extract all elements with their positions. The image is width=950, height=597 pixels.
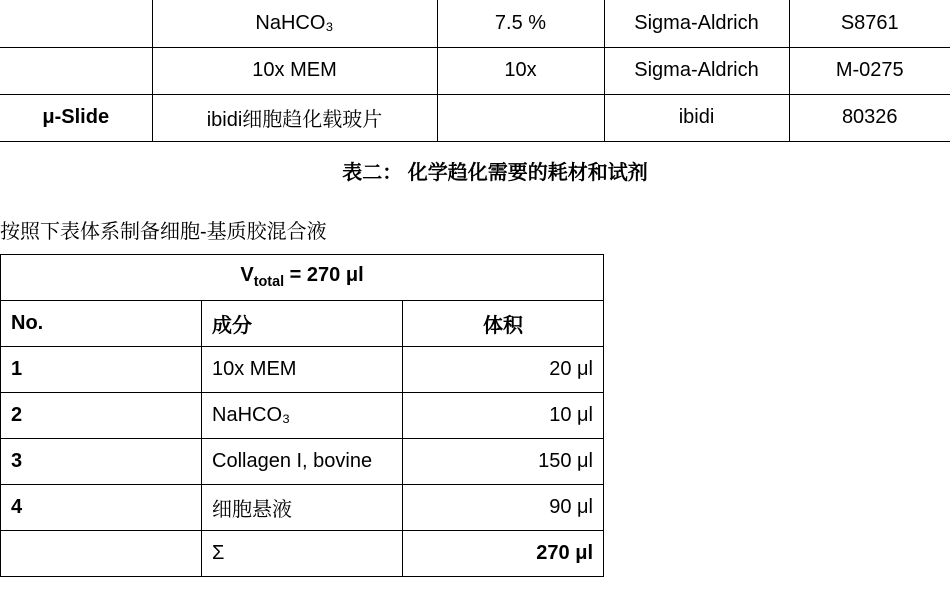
volume-table-title: [1, 254, 604, 300]
materials-cell-category: [0, 0, 152, 47]
materials-cell-concentration: [437, 94, 604, 141]
table-row: [0, 94, 950, 141]
materials-table: [0, 0, 950, 142]
materials-cell-catalog: 80326: [789, 94, 950, 141]
cell-volume: 10 μl: [403, 392, 604, 438]
cell-name: 细胞悬液: [202, 484, 403, 530]
cell-no: [1, 530, 202, 576]
materials-cell-name: 10x MEM: [152, 47, 437, 94]
table-caption: 表二： 化学趋化需要的耗材和试剂: [342, 161, 648, 184]
cell-volume: 90 μl: [403, 484, 604, 530]
cell-no: 3: [1, 438, 202, 484]
body-paragraph: 按照下表体系制备细胞-基质胶混合液: [0, 220, 327, 243]
materials-cell-category: μ-Slide: [0, 94, 152, 141]
volume-table-header-row: [1, 300, 604, 346]
materials-cell-vendor: ibidi: [604, 94, 789, 141]
table-row: [1, 484, 604, 530]
materials-cell-catalog: M-0275: [789, 47, 950, 94]
table-row: [1, 392, 604, 438]
materials-cell-concentration: 7.5 %: [437, 0, 604, 47]
materials-cell-name: ibidi细胞趋化载玻片: [152, 94, 437, 141]
materials-cell-vendor: Sigma-Aldrich: [604, 47, 789, 94]
header-no: No.: [1, 300, 202, 346]
table-row-sum: [1, 530, 604, 576]
materials-cell-vendor: Sigma-Aldrich: [604, 0, 789, 47]
materials-cell-name: NaHCO₃: [152, 0, 437, 47]
table-row: [0, 0, 950, 47]
materials-cell-category: [0, 47, 152, 94]
table-row: [1, 438, 604, 484]
volume-table-title-row: [1, 254, 604, 300]
cell-name: NaHCO₃: [202, 392, 403, 438]
vtotal-label-sub: total: [253, 274, 285, 290]
cell-name: 10x MEM: [202, 346, 403, 392]
cell-no: 4: [1, 484, 202, 530]
cell-sum-volume: 270 μl: [403, 530, 604, 576]
vtotal-label-suffix: = 270 μl: [284, 264, 364, 286]
table-row: [1, 346, 604, 392]
cell-name: Collagen I, bovine: [202, 438, 403, 484]
materials-cell-concentration: 10x: [437, 47, 604, 94]
table-row: [0, 47, 950, 94]
cell-volume: 150 μl: [403, 438, 604, 484]
materials-cell-catalog: S8761: [789, 0, 950, 47]
header-name: 成分: [202, 300, 403, 346]
vtotal-label-prefix: V: [240, 264, 254, 286]
cell-volume: 20 μl: [403, 346, 604, 392]
volume-table: [0, 254, 604, 577]
cell-no: 2: [1, 392, 202, 438]
header-volume: 体积: [403, 300, 604, 346]
cell-no: 1: [1, 346, 202, 392]
cell-sum-symbol: Σ: [202, 530, 403, 576]
